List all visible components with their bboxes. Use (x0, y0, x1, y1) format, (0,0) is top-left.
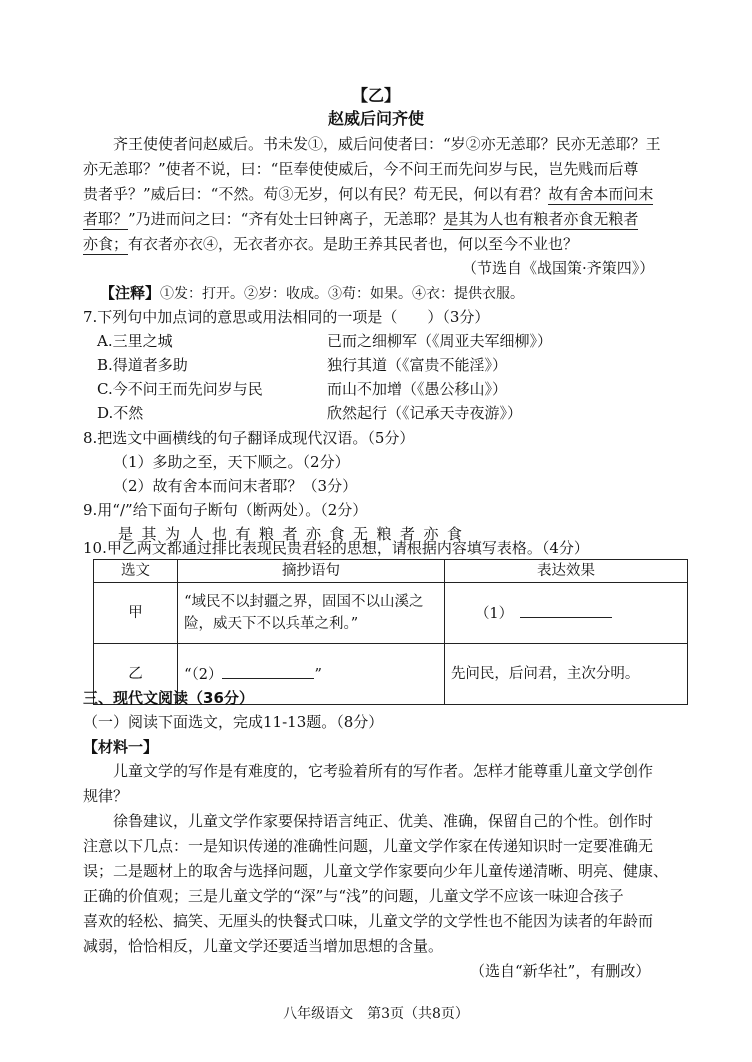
material-p2-line-5: 喜欢的轻松、搞笑、无厘头的快餐式口味，儿童文学的文学性也不能因为读者的年龄而 (83, 912, 654, 930)
q7-option-d: D.不然 (97, 404, 144, 422)
table-header-row (94, 560, 688, 583)
passage-line-5 (83, 233, 578, 255)
underlined-sentence-2b: 者耶？ (83, 210, 129, 228)
q7-stem: 7.下列句中加点词的意思或用法相同的一项是（ ）（3分） (83, 308, 490, 326)
table-cell-text-jia: 甲 (94, 583, 178, 644)
material-source: （选自“新华社”，有删改） (470, 962, 651, 980)
table-cell-quote-jia: “域民不以封疆之界，固国不以山溪之险，威天下不以兵革之利。” (178, 583, 445, 644)
q10-table (93, 559, 688, 705)
q8-stem: 8.把选文中画横线的句子翻译成现代汉语。（5分） (83, 429, 415, 447)
material-p2-line-2: 注意以下几点：一是知识传递的准确性问题，儿童文学作家在传递知识时一定要准确无 (83, 837, 654, 855)
q7-option-b: B.得道者多助 (97, 356, 188, 374)
q7-option-a: A.三里之城 (97, 332, 173, 350)
answer-slot-1-label: （1） (474, 605, 506, 622)
material-p2-line-1: 徐鲁建议，儿童文学作家要保持语言纯正、优美、准确，保留自己的个性。创作时 (113, 812, 654, 830)
notes-text: ①发：打开。②岁：收成。③苟：如果。④衣：提供衣服。 (160, 286, 525, 302)
passage-line-3-text: 贵者乎？”威后曰：“不然。苟③无岁，何以有民？苟无民，何以有君？ (83, 185, 549, 203)
table-cell-effect-jia (444, 583, 687, 644)
q7-option-d-compare: 欣然起行（《记承天寺夜游》） (327, 404, 523, 422)
passage-title: 赵威后问齐使 (327, 109, 424, 128)
material-p2-line-4: 正确的价值观；三是儿童文学的“深”与“浅”的问题，儿童文学不应该一味迎合孩子 (83, 887, 624, 905)
q7-option-a-compare: 已而之细柳军（《周亚夫军细柳》） (327, 332, 553, 350)
table-header-effect: 表达效果 (444, 560, 687, 583)
q8-item-1: （1）多助之至，天下顺之。（2分） (113, 453, 350, 471)
material-p2-line-3: 误；二是题材上的取舍与选择问题，儿童文学作家要向少年儿童传递清晰、明亮、健康、 (83, 862, 669, 880)
material-p1-line-1: 儿童文学的写作是有难度的，它考验着所有的写作者。怎样才能尊重儿童文学创作 (113, 762, 654, 780)
section-title: 【乙】 (351, 86, 400, 105)
page-footer: 八年级语文 第3页（共8页） (283, 1006, 469, 1022)
passage-line-2: 亦无恙耶？”使者不说，曰：“臣奉使使威后，今不问王而先问岁与民，岂先贱而后尊 (83, 160, 639, 178)
q8-item-2: （2）故有舍本而问末者耶？（3分） (113, 477, 358, 495)
answer-blank-1[interactable] (520, 602, 612, 618)
material-p2-line-6: 减弱，恰恰相反，儿童文学还要适当增加思想的含量。 (83, 937, 444, 955)
table-cell-text-yi: 乙 (94, 644, 178, 705)
notes (100, 282, 524, 305)
material-p1-line-2: 规律？ (83, 787, 129, 805)
q10-stem: 10.甲乙两文都通过排比表现民贵君轻的思想，请根据内容填写表格。（4分） (83, 539, 589, 557)
q7-option-c-compare: 而山不加增（《愚公移山》） (327, 380, 508, 398)
underlined-sentence-2a: 故有舍本而问末 (548, 185, 654, 203)
q7-option-b-compare: 独行其道（《富贵不能淫》） (327, 356, 508, 374)
passage-line-4-text: ”乃进而问之曰：“齐有处士曰钟离子，无恙耶？ (128, 210, 444, 228)
q9-stem: 9.用“/”给下面句子断句（断两处）。（2分） (83, 501, 368, 519)
table-header-quote: 摘抄语句 (178, 560, 445, 583)
q7-option-c: C.今不问王而先问岁与民 (97, 380, 263, 398)
passage-line-4 (83, 208, 638, 230)
quote-close: ” (314, 666, 322, 683)
underlined-sentence-3a: 是其为人也有粮者亦食无粮者 (443, 210, 639, 228)
table-header-text: 选文 (94, 560, 178, 583)
q9-sentence: 是其为人也有粮者亦食无粮者亦食 (118, 525, 471, 543)
answer-slot-2-label: “（2） (184, 666, 223, 683)
table-cell-effect-yi: 先问民，后问君，主次分明。 (444, 644, 687, 705)
underlined-sentence-3b: 亦食； (83, 235, 129, 253)
passage-line-3 (83, 183, 653, 205)
material-label: 【材料一】 (83, 738, 159, 756)
passage-line-1: 齐王使使者问赵威后。书未发①，威后问使者曰：“岁②亦无恙耶？民亦无恙耶？王 (113, 135, 661, 153)
passage-line-5-text: 有衣者亦衣④，无衣者亦衣。是助王养其民者也，何以至今不业也？ (128, 235, 579, 253)
part3-sub: （一）阅读下面选文，完成11-13题。（8分） (83, 713, 384, 731)
table-row (94, 583, 688, 644)
part3-heading: 三、现代文阅读（36分） (83, 689, 254, 707)
passage-source: （节选自《战国策·齐策四》） (462, 259, 655, 277)
notes-label: 【注释】 (100, 284, 161, 302)
answer-blank-2[interactable] (222, 663, 314, 679)
